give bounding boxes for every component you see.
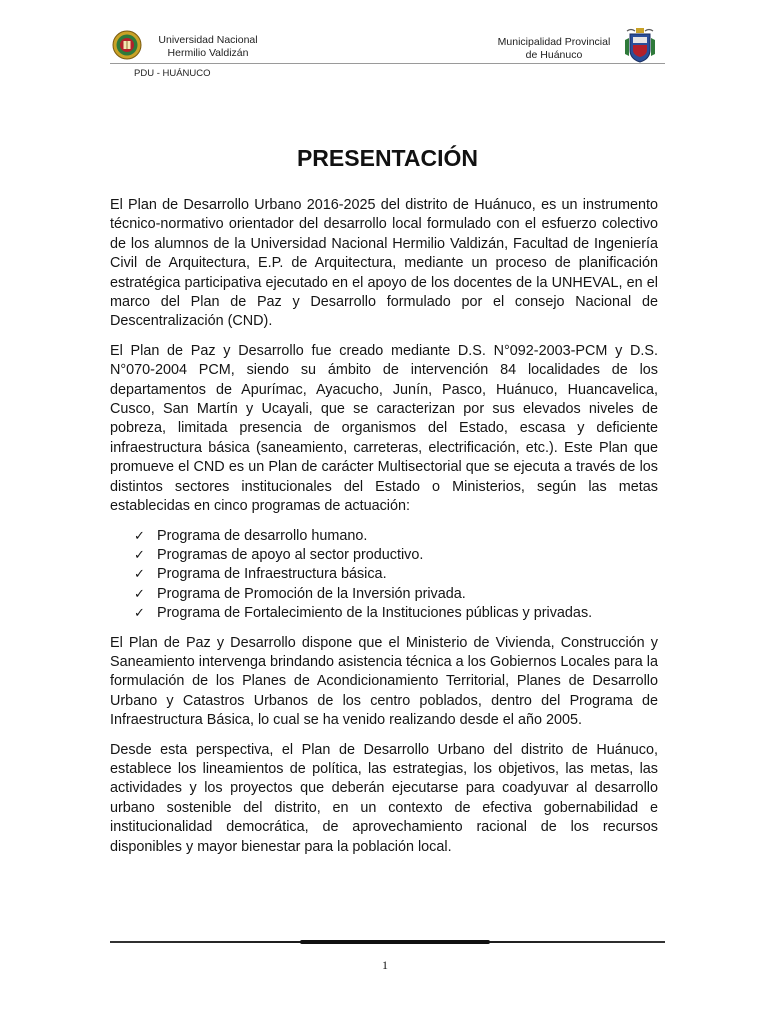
university-name-line1: Universidad Nacional (158, 34, 258, 46)
paragraph-perspectiva: Desde esta perspectiva, el Plan de Desarrollo Urbano del distrito de Huánuco, establece los lineamientos de política, las estrategias, los objetivos, las metas, las actividades y los proyectos que deberán ejecutarse para coadyuvar al desarrollo urbano sostenible del distrito, en un contexto de efectiva gobernabilidad e institucionalidad democrática, de aprovechamiento racional de los recursos disponibles y mayor bienestar para la población local. (110, 741, 658, 855)
program-label: Programa de Fortalecimiento de la Instituciones públicas y privadas. (157, 605, 593, 622)
page-number: 1 (382, 958, 388, 972)
program-label: Programa de desarrollo humano. (157, 527, 368, 544)
header-divider (110, 63, 665, 64)
program-label: Programa de Promoción de la Inversión privada. (157, 585, 466, 602)
program-label: Programa de Infraestructura básica. (157, 566, 387, 583)
footer-divider-accent (300, 940, 490, 944)
university-name-line2: Hermilio Valdizán (167, 47, 249, 59)
municipal-coat-of-arms-icon (621, 26, 659, 64)
project-tag: PDU - HUÁNUCO (134, 68, 211, 79)
document-title: PRESENTACIÓN (296, 145, 479, 171)
university-seal-icon (112, 30, 142, 60)
municipality-name (480, 36, 628, 62)
checkmark-icon: ✓ (134, 567, 145, 583)
list-item (134, 546, 658, 565)
document-body (110, 196, 658, 867)
municipality-name-line2: de Huánuco (525, 49, 583, 61)
page-header (0, 0, 768, 90)
paragraph-plan-paz: El Plan de Paz y Desarrollo fue creado mediante D.S. N°092-2003-PCM y D.S. N°070-2004 PCM, siendo su ámbito de intervención 84 localidades de los departamentos de Apurímac, Ayacucho, Junín, Pasco, Huánuco, Huancavelica, Cusco, San Martín y Ucayali, que se caracterizan por sus elevados niveles de pobreza, limitada presencia de organismos del Estado, escasa y deficiente infraestructura básica (saneamiento, carreteras, electrificación, etc.). Este Plan que promueve el CND es un Plan de carácter Multisectorial que se ejecuta a través de los distintos sectores institucionales del Estado o Ministerios, según las metas establecidas en cinco programas de actuación: (110, 342, 658, 515)
program-label: Programas de apoyo al sector productivo. (157, 546, 424, 563)
checkmark-icon: ✓ (134, 547, 145, 563)
paragraph-ministerio: El Plan de Paz y Desarrollo dispone que el Ministerio de Vivienda, Construcción y Saneamiento intervenga brindando asistencia técnica a los Gobiernos Locales para la formulación de los Planes de Acondicionamiento Territorial, Planes de Desarrollo Urbano y Catastros Urbanos de los centro poblados, dentro del Programa de Infraestructura Básica, lo cual se ha venido realizando desde el año 2005. (110, 634, 658, 729)
list-item (134, 527, 658, 546)
list-item (134, 585, 658, 604)
paragraph-intro: El Plan de Desarrollo Urbano 2016-2025 del distrito de Huánuco, es un instrumento técnico-normativo orientador del desarrollo local formulado con el esfuerzo colectivo de los alumnos de la Universidad Nacional Hermilio Valdizán, Facultad de Ingeniería Civil de Arquitectura, E.P. de Arquitectura, mediante un proceso de planificación estratégica participativa ejecutado en el apoyo de los docentes de la UNHEVAL, en el marco del Plan de Paz y Desarrollo formulado por el consejo Nacional de Descentralización (CND). (110, 197, 658, 330)
checkmark-icon: ✓ (134, 528, 145, 544)
checkmark-icon: ✓ (134, 606, 145, 622)
checkmark-icon: ✓ (134, 586, 145, 602)
list-item (134, 565, 658, 584)
list-item (134, 604, 658, 623)
university-name (148, 34, 268, 60)
programs-list (110, 527, 658, 624)
municipality-name-line1: Municipalidad Provincial (497, 36, 611, 48)
